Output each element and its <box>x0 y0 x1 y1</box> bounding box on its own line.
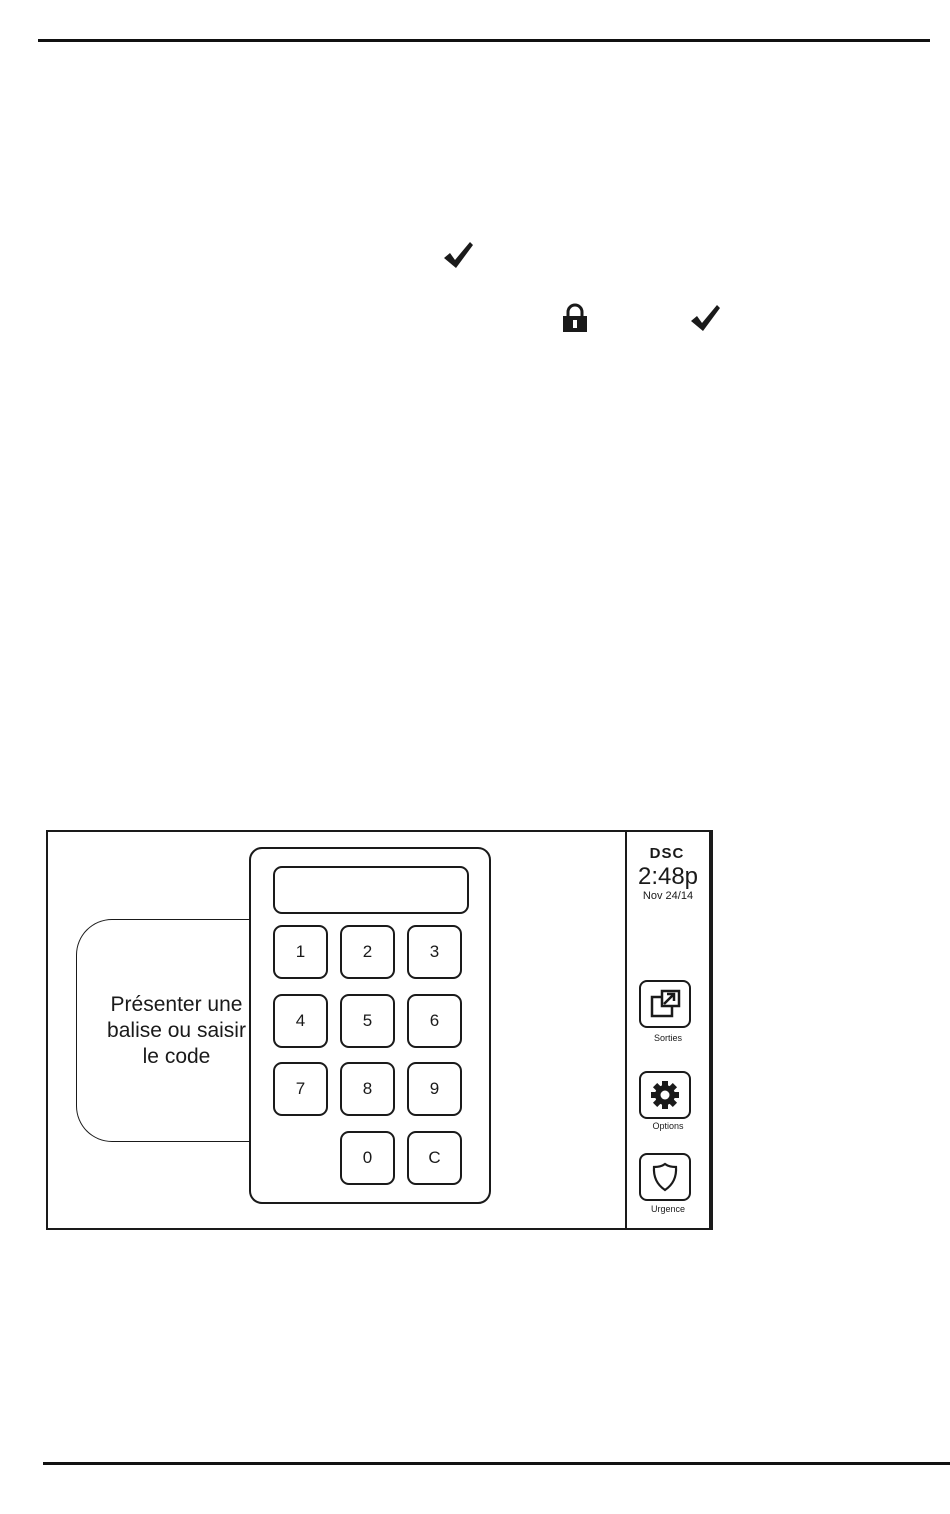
check-icon <box>441 238 475 272</box>
key-2[interactable]: 2 <box>340 925 395 979</box>
keypad <box>249 847 491 1204</box>
key-clear[interactable]: C <box>407 1131 462 1185</box>
key-3[interactable]: 3 <box>407 925 462 979</box>
outputs-button[interactable] <box>639 980 691 1028</box>
gear-icon <box>649 1079 681 1111</box>
svg-text:DSC: DSC <box>649 845 685 860</box>
key-4[interactable]: 4 <box>273 994 328 1048</box>
clock-date: Nov 24/14 <box>642 890 694 902</box>
emergency-button[interactable] <box>639 1153 691 1201</box>
key-5[interactable]: 5 <box>340 994 395 1048</box>
key-6[interactable]: 6 <box>407 994 462 1048</box>
keypad-screen <box>46 830 713 1230</box>
brand-logo <box>637 844 697 860</box>
options-button[interactable] <box>639 1071 691 1119</box>
shield-icon <box>650 1161 680 1193</box>
clock-time: 2:48p <box>637 863 699 890</box>
bottom-rule <box>43 1462 950 1465</box>
key-1[interactable]: 1 <box>273 925 328 979</box>
exit-icon <box>649 989 681 1019</box>
options-label: Options <box>652 1121 684 1131</box>
key-7[interactable]: 7 <box>273 1062 328 1116</box>
lock-icon <box>561 303 589 333</box>
emergency-label: Urgence <box>650 1204 686 1214</box>
key-0[interactable]: 0 <box>340 1131 395 1185</box>
tag-prompt-panel <box>76 919 276 1142</box>
key-9[interactable]: 9 <box>407 1062 462 1116</box>
code-display <box>273 866 469 914</box>
top-rule <box>38 39 930 42</box>
key-8[interactable]: 8 <box>340 1062 395 1116</box>
status-sidebar <box>625 832 711 1228</box>
outputs-label: Sorties <box>653 1033 682 1043</box>
prompt-text: Présenter une balise ou saisir le code <box>107 992 246 1068</box>
check-icon <box>688 301 722 335</box>
